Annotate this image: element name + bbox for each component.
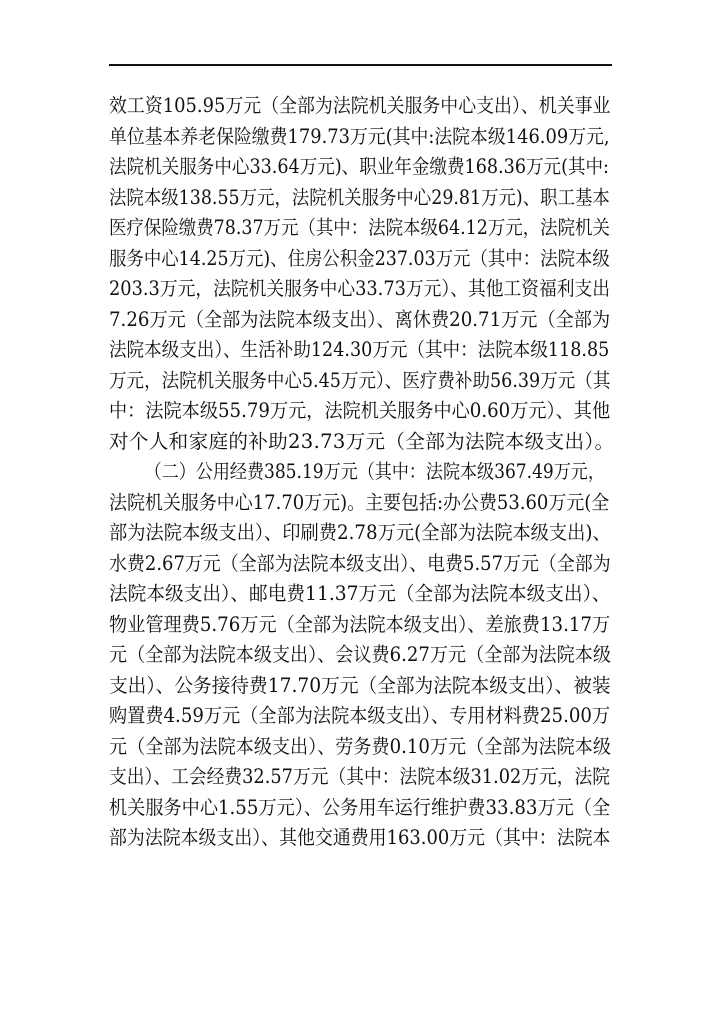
text-line: 元（全部为法院本级支出）、劳务费0.10万元（全部为法院本级 xyxy=(109,734,611,758)
text-line: 医疗保险缴费78.37万元（其中：法院本级64.12万元，法院机关 xyxy=(109,216,610,239)
text-line: 物业管理费5.76万元（全部为法院本级支出）、差旅费13.17万 xyxy=(109,612,611,636)
text-line: 支出）、工会经费32.57万元（其中：法院本级31.02万元，法院 xyxy=(109,765,611,788)
text-line: 中：法院本级55.79万元，法院机关服务中心0.60万元）、其他 xyxy=(109,399,611,422)
text-line: 购置费4.59万元（全部为法院本级支出）、专用材料费25.00万 xyxy=(109,704,611,727)
text-line: 法院机关服务中心33.64万元)、职业年金缴费168.36万元(其中: xyxy=(109,155,609,178)
text-line: 万元，法院机关服务中心5.45万元）、医疗费补助56.39万元（其 xyxy=(109,368,611,392)
text-line: 服务中心14.25万元)、住房公积金237.03万元（其中：法院本级 xyxy=(109,246,610,270)
text-line: 法院本级支出）、邮电费11.37万元（全部为法院本级支出）、 xyxy=(109,582,611,605)
text-line: 对个人和家庭的补助23.73万元（全部为法院本级支出）。 xyxy=(109,429,615,453)
header-rule xyxy=(109,64,612,66)
text-line: 水费2.67万元（全部为法院本级支出）、电费5.57万元（全部为 xyxy=(109,551,611,575)
text-line: 元（全部为法院本级支出）、会议费6.27万元（全部为法院本级 xyxy=(109,643,611,666)
text-line: 法院本级138.55万元，法院机关服务中心29.81万元)、职工基本 xyxy=(109,185,610,209)
text-line: 法院机关服务中心17.70万元)。主要包括:办公费53.60万元(全 xyxy=(109,490,610,514)
body-text xyxy=(109,91,619,854)
section-heading-line: （二）公用经费385.19万元（其中：法院本级367.49万元， xyxy=(144,460,605,483)
text-line: 部为法院本级支出）、印刷费2.78万元(全部为法院本级支出)、 xyxy=(109,521,611,544)
text-line: 单位基本养老保险缴费179.73万元(其中:法院本级146.09万元, xyxy=(109,124,610,148)
text-line: 效工资105.95万元（全部为法院机关服务中心支出）、机关事业 xyxy=(109,94,611,117)
text-line: 法院本级支出）、生活补助124.30万元（其中：法院本级118.85 xyxy=(109,338,610,361)
text-line: 203.3万元，法院机关服务中心33.73万元）、其他工资福利支出 xyxy=(109,277,611,300)
text-line: 部为法院本级支出）、其他交通费用163.00万元（其中：法院本 xyxy=(109,826,611,849)
text-line: 机关服务中心1.55万元）、公务用车运行维护费33.83万元（全 xyxy=(109,795,611,819)
text-line: 支出）、公务接待费17.70万元（全部为法院本级支出）、被装 xyxy=(109,673,611,697)
text-line: 7.26万元（全部为法院本级支出）、离休费20.71万元（全部为 xyxy=(109,307,611,331)
